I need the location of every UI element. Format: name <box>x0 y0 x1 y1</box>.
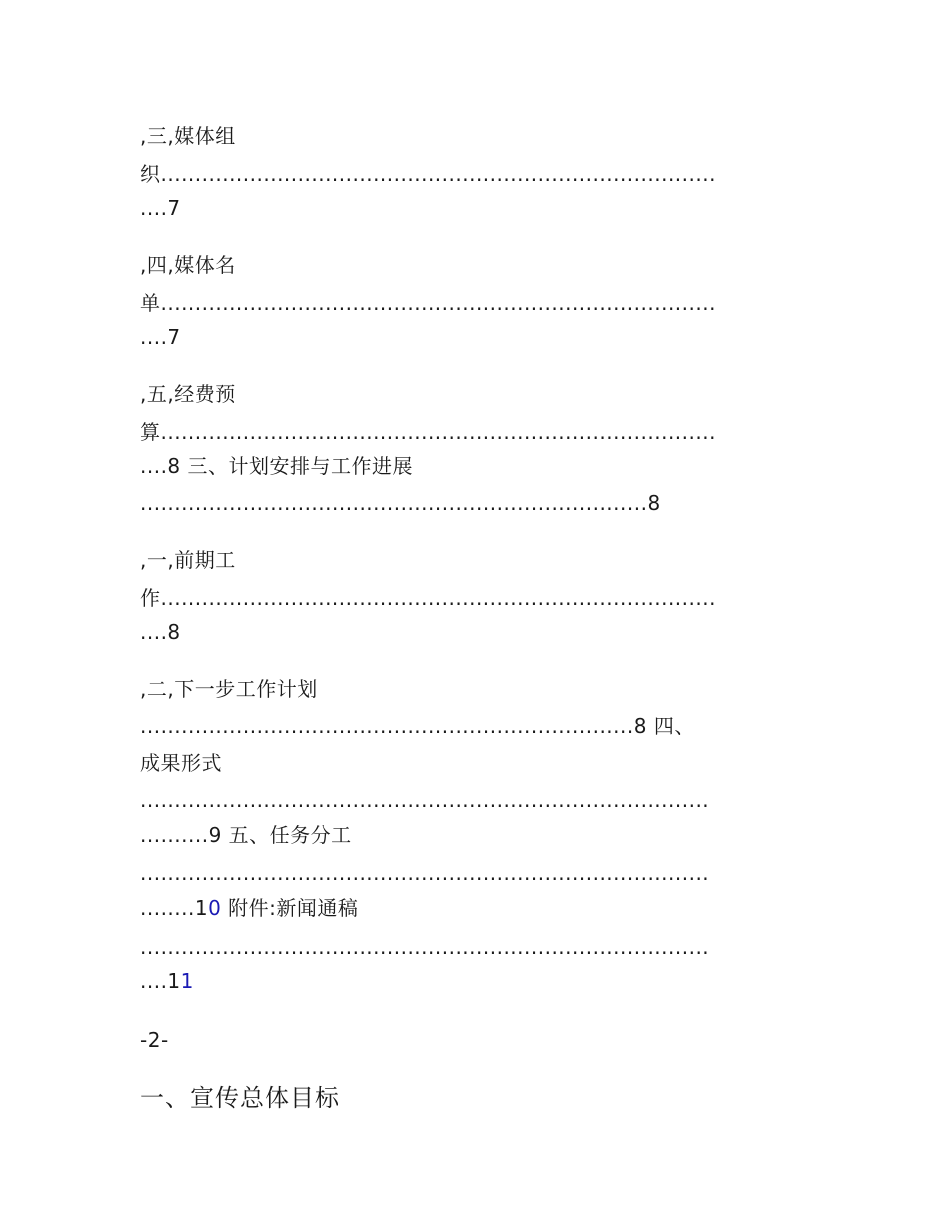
toc-entry-attachment-line <box>140 894 358 922</box>
toc-entry-schedule-leader: ..........................................................................8 <box>140 491 661 515</box>
toc-entry-media-list-title: ,四,媒体名 <box>140 253 236 277</box>
toc-entry-attachment-leader: ................................................................................... <box>140 935 710 959</box>
toc-entry-next-plan-title: ,二,下一步工作计划 <box>140 677 318 701</box>
toc-entry-budget-leader: 算................................................................................. <box>140 420 716 444</box>
toc-page-number-link-digit[interactable]: 1 <box>180 969 194 993</box>
toc-entry-schedule-title: ....8 三、计划安排与工作进展 <box>140 454 414 478</box>
toc-entry-budget-title: ,五,经费预 <box>140 382 236 406</box>
toc-entry-task-division-leader: ................................................................................... <box>140 861 710 885</box>
toc-page-number-prefix: ....1 <box>140 969 181 993</box>
toc-entry-results-leader: ................................................................................... <box>140 788 710 812</box>
toc-entry-attachment-page <box>140 967 194 995</box>
toc-entry-media-list-leader: 单................................................................................. <box>140 291 716 315</box>
toc-entry-results-title: 成果形式 <box>140 751 222 775</box>
toc-entry-task-division-title: ..........9 五、任务分工 <box>140 823 352 847</box>
section-heading: 一、宣传总体目标 <box>140 1084 340 1112</box>
toc-entry-early-work-title: ,一,前期工 <box>140 548 236 572</box>
toc-entry-media-organization-title: ,三,媒体组 <box>140 124 236 148</box>
toc-page-number-prefix: ........1 <box>140 896 209 920</box>
toc-entry-media-organization-leader: 织................................................................................. <box>140 162 716 186</box>
toc-entry-media-list-page: ....7 <box>140 325 181 349</box>
toc-entry-media-organization-page: ....7 <box>140 196 181 220</box>
toc-entry-early-work-page: ....8 <box>140 620 181 644</box>
toc-entry-attachment-title: 附件:新闻通稿 <box>221 896 359 920</box>
toc-page-number-link-digit[interactable]: 0 <box>208 896 222 920</box>
toc-entry-early-work-leader: 作................................................................................. <box>140 586 716 610</box>
page-number: -2- <box>140 1028 169 1052</box>
toc-entry-next-plan-leader: ........................................................................8 四、 <box>140 714 695 738</box>
